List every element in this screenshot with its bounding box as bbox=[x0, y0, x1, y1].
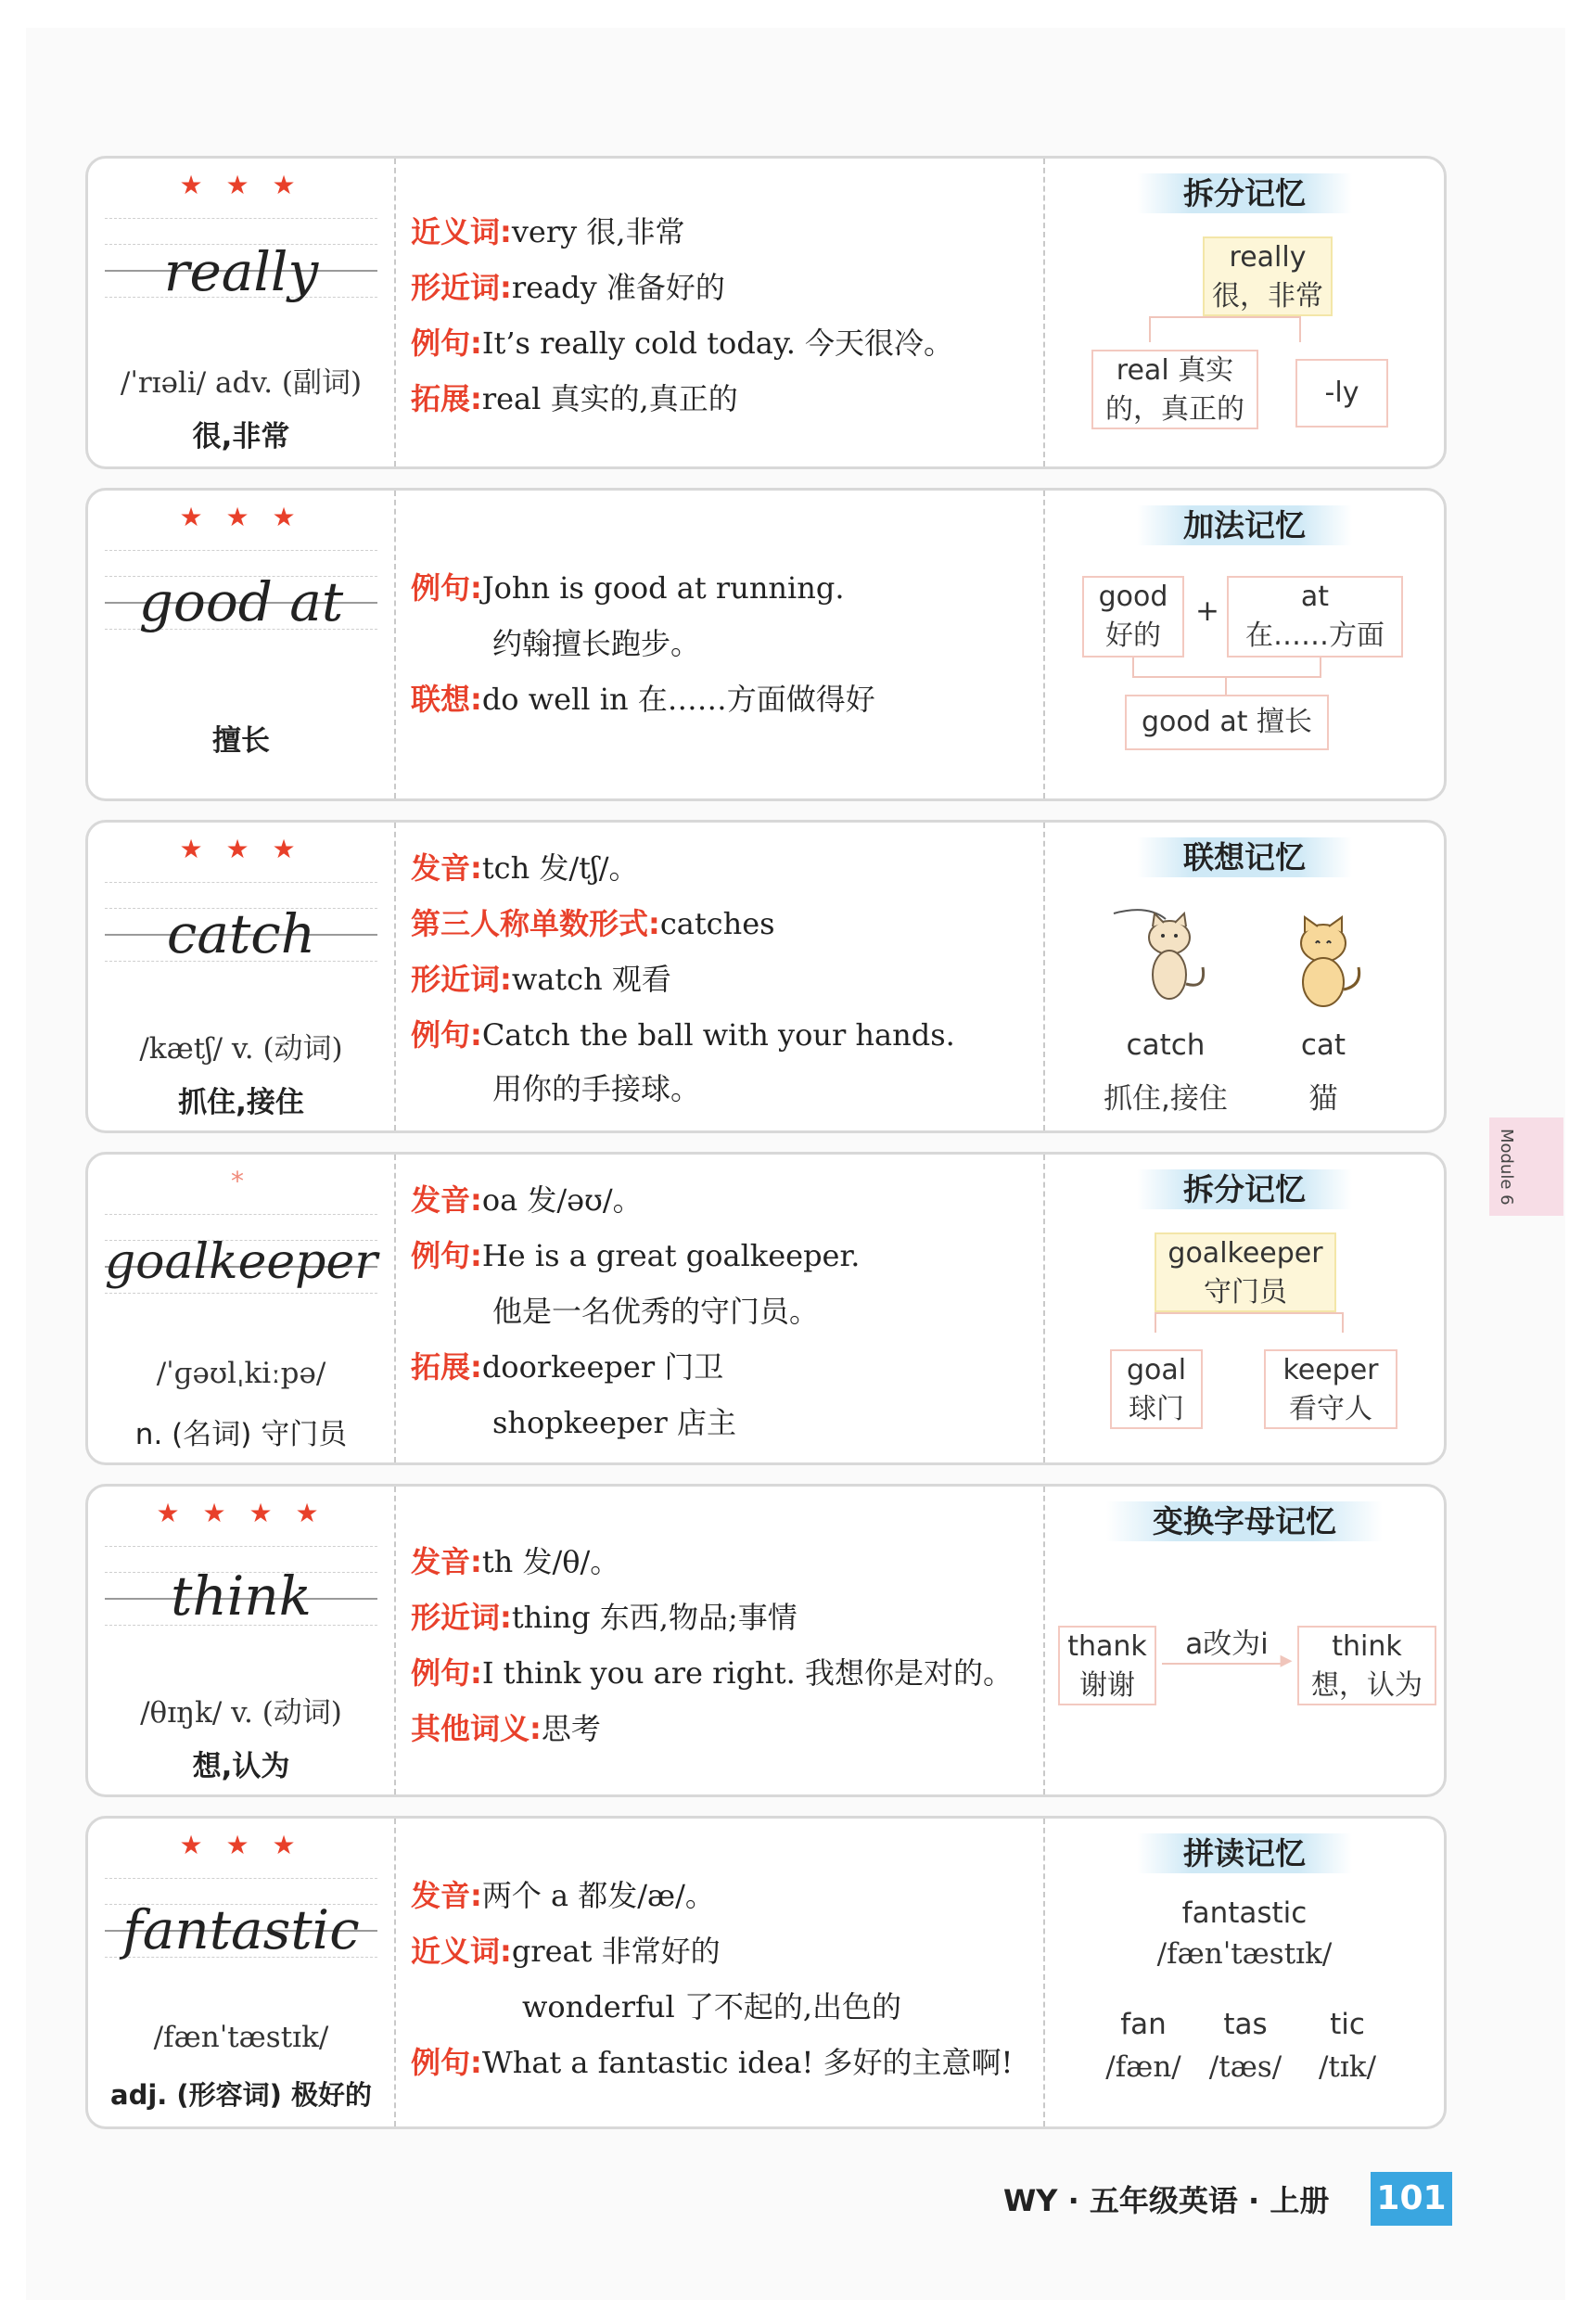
add-left-box: good 好的 bbox=[1082, 576, 1184, 658]
split-top-box: really 很，非常 bbox=[1203, 236, 1333, 316]
memory-title: 拆分记忆 bbox=[1045, 1166, 1444, 1209]
spell-word: fantastic bbox=[1181, 1896, 1308, 1930]
word-column bbox=[88, 1487, 396, 1794]
footer-text: WY · 五年级英语 · 上册 bbox=[1003, 2183, 1330, 2218]
syllable-2-phonetic: /tæs/ bbox=[1208, 2050, 1282, 2084]
note-row: wonderful 了不起的,出色的 bbox=[522, 1989, 902, 2024]
note-row: 例句:I think you are right. 我想你是对的。 bbox=[411, 1655, 1013, 1691]
importance-stars: ★ ★ ★ bbox=[179, 1830, 303, 1860]
note-row: 拓展:real 真实的,真正的 bbox=[411, 381, 738, 416]
arrow-line bbox=[1162, 1663, 1282, 1665]
meaning: 抓住,接住 bbox=[178, 1086, 304, 1119]
memory-column bbox=[1043, 823, 1444, 1130]
importance-stars: * bbox=[231, 1166, 251, 1196]
headword: really bbox=[163, 240, 319, 303]
split-top-box: goalkeeper 守门员 bbox=[1155, 1232, 1336, 1312]
add-result-box: good at 擅长 bbox=[1125, 695, 1329, 750]
word-column bbox=[88, 823, 396, 1130]
note-row: 发音:tch 发/tʃ/。 bbox=[411, 850, 639, 886]
memory-column bbox=[1043, 159, 1444, 466]
note-row: 第三人称单数形式:catches bbox=[411, 906, 775, 941]
phonetic: /θɪŋk/ v. (动词) bbox=[140, 1696, 342, 1730]
memory-title: 联想记忆 bbox=[1045, 834, 1444, 877]
memory-column bbox=[1043, 1819, 1444, 2126]
syllable-2: tas bbox=[1223, 2008, 1268, 2041]
syllable-1-phonetic: /fæn/ bbox=[1105, 2050, 1181, 2084]
note-row: 他是一名优秀的守门员。 bbox=[492, 1294, 820, 1329]
meaning: 很,非常 bbox=[192, 420, 290, 453]
connector bbox=[1132, 658, 1321, 678]
headword: goalkeeper bbox=[104, 1234, 378, 1290]
note-row: 联想:do well in 在……方面做得好 bbox=[411, 682, 875, 717]
assoc-right-meaning: 猫 bbox=[1308, 1082, 1338, 1116]
assoc-left-meaning: 抓住,接住 bbox=[1104, 1082, 1228, 1116]
page-number: 101 bbox=[1371, 2172, 1452, 2226]
note-row: 例句:He is a great goalkeeper. bbox=[411, 1238, 861, 1273]
phonetic: /fænˈtæstɪk/ bbox=[153, 2021, 329, 2054]
vocab-card-catch bbox=[85, 820, 1447, 1133]
word-column bbox=[88, 1155, 396, 1462]
module-side-tab: Module 6 bbox=[1489, 1117, 1563, 1216]
memory-title: 拼读记忆 bbox=[1045, 1830, 1444, 1873]
phonetic: /ˈrɪəli/ adv. (副词) bbox=[120, 366, 363, 400]
arrow-head-icon: ▸ bbox=[1280, 1646, 1293, 1674]
vocab-card-fantastic bbox=[85, 1816, 1447, 2129]
word-column bbox=[88, 491, 396, 798]
word-column bbox=[88, 1819, 396, 2126]
notes-column bbox=[403, 491, 1034, 798]
note-row: 形近词:ready 准备好的 bbox=[411, 270, 725, 305]
split-left-box: real 真实 的，真正的 bbox=[1091, 350, 1258, 429]
connector bbox=[1155, 1312, 1344, 1333]
meaning: adj. (形容词) 极好的 bbox=[110, 2079, 372, 2111]
syllable-3-phonetic: /tɪk/ bbox=[1318, 2050, 1377, 2084]
notes-column bbox=[403, 1487, 1034, 1794]
importance-stars: ★ ★ ★ ★ bbox=[156, 1498, 326, 1528]
importance-stars: ★ ★ ★ bbox=[179, 170, 303, 200]
note-row: 发音:两个 a 都发/æ/。 bbox=[411, 1878, 715, 1913]
vocab-card-think bbox=[85, 1484, 1447, 1797]
note-row: 例句:It’s really cold today. 今天很冷。 bbox=[411, 326, 954, 361]
syllable-3: tic bbox=[1330, 2008, 1365, 2041]
memory-title: 拆分记忆 bbox=[1045, 170, 1444, 213]
vocab-card-good-at bbox=[85, 488, 1447, 801]
memory-column bbox=[1043, 491, 1444, 798]
connector bbox=[1149, 316, 1301, 342]
meaning: 想,认为 bbox=[192, 1750, 290, 1783]
plus-sign: + bbox=[1195, 594, 1219, 628]
cat-catching-illustration bbox=[1110, 900, 1221, 1012]
note-row: 拓展:doorkeeper 门卫 bbox=[411, 1349, 724, 1385]
note-row: 形近词:thing 东西,物品;事情 bbox=[411, 1600, 798, 1635]
headword: good at bbox=[138, 570, 344, 633]
note-row: 形近词:watch 观看 bbox=[411, 962, 671, 997]
note-row: 例句:What a fantastic idea! 多好的主意啊! bbox=[411, 2045, 1014, 2080]
note-row: 例句:John is good at running. bbox=[411, 570, 845, 606]
add-right-box: at 在……方面 bbox=[1227, 576, 1403, 658]
memory-title: 变换字母记忆 bbox=[1045, 1498, 1444, 1541]
note-row: 其他词义:思考 bbox=[411, 1711, 601, 1746]
notes-column bbox=[403, 1819, 1034, 2126]
notes-column bbox=[403, 823, 1034, 1130]
vocab-card-goalkeeper bbox=[85, 1152, 1447, 1465]
change-right-box: think 想，认为 bbox=[1297, 1626, 1436, 1705]
assoc-right-word: cat bbox=[1300, 1028, 1346, 1062]
phonetic: /ˈɡəʊlˌkiːpə/ bbox=[156, 1357, 326, 1390]
headword: catch bbox=[166, 902, 316, 965]
cat-illustration bbox=[1277, 912, 1370, 1014]
assoc-left-word: catch bbox=[1126, 1028, 1206, 1062]
memory-column bbox=[1043, 1155, 1444, 1462]
note-row: 发音:oa 发/əʊ/。 bbox=[411, 1182, 643, 1218]
spell-word-phonetic: /fænˈtæstɪk/ bbox=[1156, 1937, 1333, 1971]
meaning: 擅长 bbox=[212, 724, 270, 758]
headword: think bbox=[171, 1564, 312, 1628]
note-row: 近义词:great 非常好的 bbox=[411, 1934, 721, 1969]
vocab-card-really bbox=[85, 156, 1447, 469]
change-left-box: thank 谢谢 bbox=[1058, 1626, 1156, 1705]
meaning: n. (名词) 守门员 bbox=[134, 1418, 348, 1451]
syllable-1: fan bbox=[1120, 2008, 1167, 2041]
note-row: 用你的手接球。 bbox=[492, 1071, 701, 1106]
note-row: 发音:th 发/θ/。 bbox=[411, 1544, 620, 1579]
note-row: 近义词:very 很,非常 bbox=[411, 214, 685, 249]
notes-column bbox=[403, 159, 1034, 466]
connector bbox=[1225, 676, 1227, 695]
split-right-box: keeper 看守人 bbox=[1264, 1349, 1397, 1429]
word-column bbox=[88, 159, 396, 466]
change-arrow-label: a改为i bbox=[1185, 1628, 1269, 1661]
note-row: shopkeeper 店主 bbox=[492, 1405, 736, 1440]
headword: fantastic bbox=[122, 1898, 360, 1961]
memory-title: 加法记忆 bbox=[1045, 502, 1444, 545]
split-right-box: -ly bbox=[1295, 359, 1388, 428]
note-row: 例句:Catch the ball with your hands. bbox=[411, 1017, 955, 1053]
note-row: 约翰擅长跑步。 bbox=[492, 626, 701, 661]
importance-stars: ★ ★ ★ bbox=[179, 834, 303, 864]
importance-stars: ★ ★ ★ bbox=[179, 502, 303, 532]
phonetic: /kætʃ/ v. (动词) bbox=[139, 1032, 343, 1066]
split-left-box: goal 球门 bbox=[1110, 1349, 1203, 1429]
memory-column bbox=[1043, 1487, 1444, 1794]
notes-column bbox=[403, 1155, 1034, 1462]
